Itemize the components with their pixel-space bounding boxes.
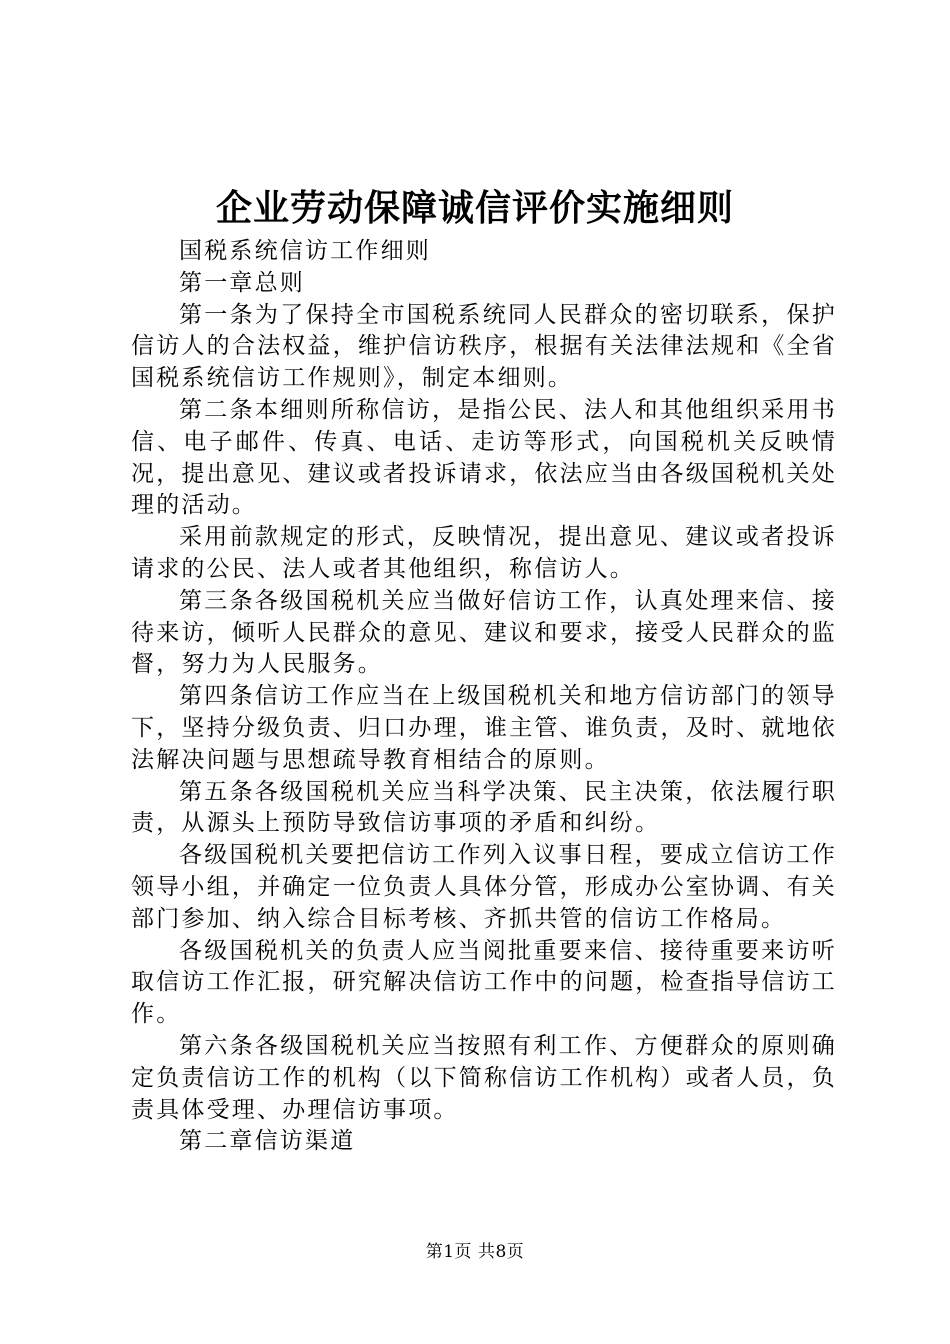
chapter-heading: 第二章信访渠道 [179, 1128, 356, 1155]
article-paragraph: 各级国税机关要把信访工作列入议事日程，要成立信访工作领导小组，并确定一位负责人具体分管，形成办公室协调、有关部门参加、纳入综合目标考核、齐抓共管的信访工作格局。 [131, 842, 837, 932]
document-title: 企业劳动保障诚信评价实施细则 [215, 187, 734, 229]
article-paragraph: 采用前款规定的形式，反映情况，提出意见、建议或者投诉请求的公民、法人或者其他组织，称信访人。 [131, 524, 837, 582]
subtitle-paragraph: 国税系统信访工作细则 [179, 238, 431, 264]
article-paragraph: 第四条信访工作应当在上级国税机关和地方信访部门的领导下，坚持分级负责、归口办理，谁主管、谁负责，及时、就地依法解决问题与思想疏导教育相结合的原则。 [131, 683, 837, 773]
chapter-heading: 第一章总则 [179, 269, 305, 296]
article-paragraph: 第二条本细则所称信访，是指公民、法人和其他组织采用书信、电子邮件、传真、电话、走访等形式，向国税机关反映情况，提出意见、建议或者投诉请求，依法应当由各级国税机关处理的活动。 [131, 396, 837, 519]
article-paragraph: 各级国税机关的负责人应当阅批重要来信、接待重要来访听取信访工作汇报，研究解决信访工作中的问题，检查指导信访工作。 [131, 937, 837, 1028]
article-paragraph: 第六条各级国税机关应当按照有利工作、方便群众的原则确定负责信访工作的机构（以下简称信访工作机构）或者人员，负责具体受理、办理信访事项。 [131, 1032, 837, 1123]
article-paragraph: 第一条为了保持全市国税系统同人民群众的密切联系，保护信访人的合法权益，维护信访秩序，根据有关法律法规和《全省国税系统信访工作规则》，制定本细则。 [131, 301, 837, 392]
article-paragraph: 第三条各级国税机关应当做好信访工作，认真处理来信、接待来访，倾听人民群众的意见、建议和要求，接受人民群众的监督，努力为人民服务。 [131, 587, 837, 678]
article-paragraph: 第五条各级国税机关应当科学决策、民主决策，依法履行职责，从源头上预防导致信访事项的矛盾和纠纷。 [131, 778, 837, 837]
page-number-footer: 第1页 共8页 [425, 1242, 525, 1262]
document-body [131, 236, 837, 1158]
